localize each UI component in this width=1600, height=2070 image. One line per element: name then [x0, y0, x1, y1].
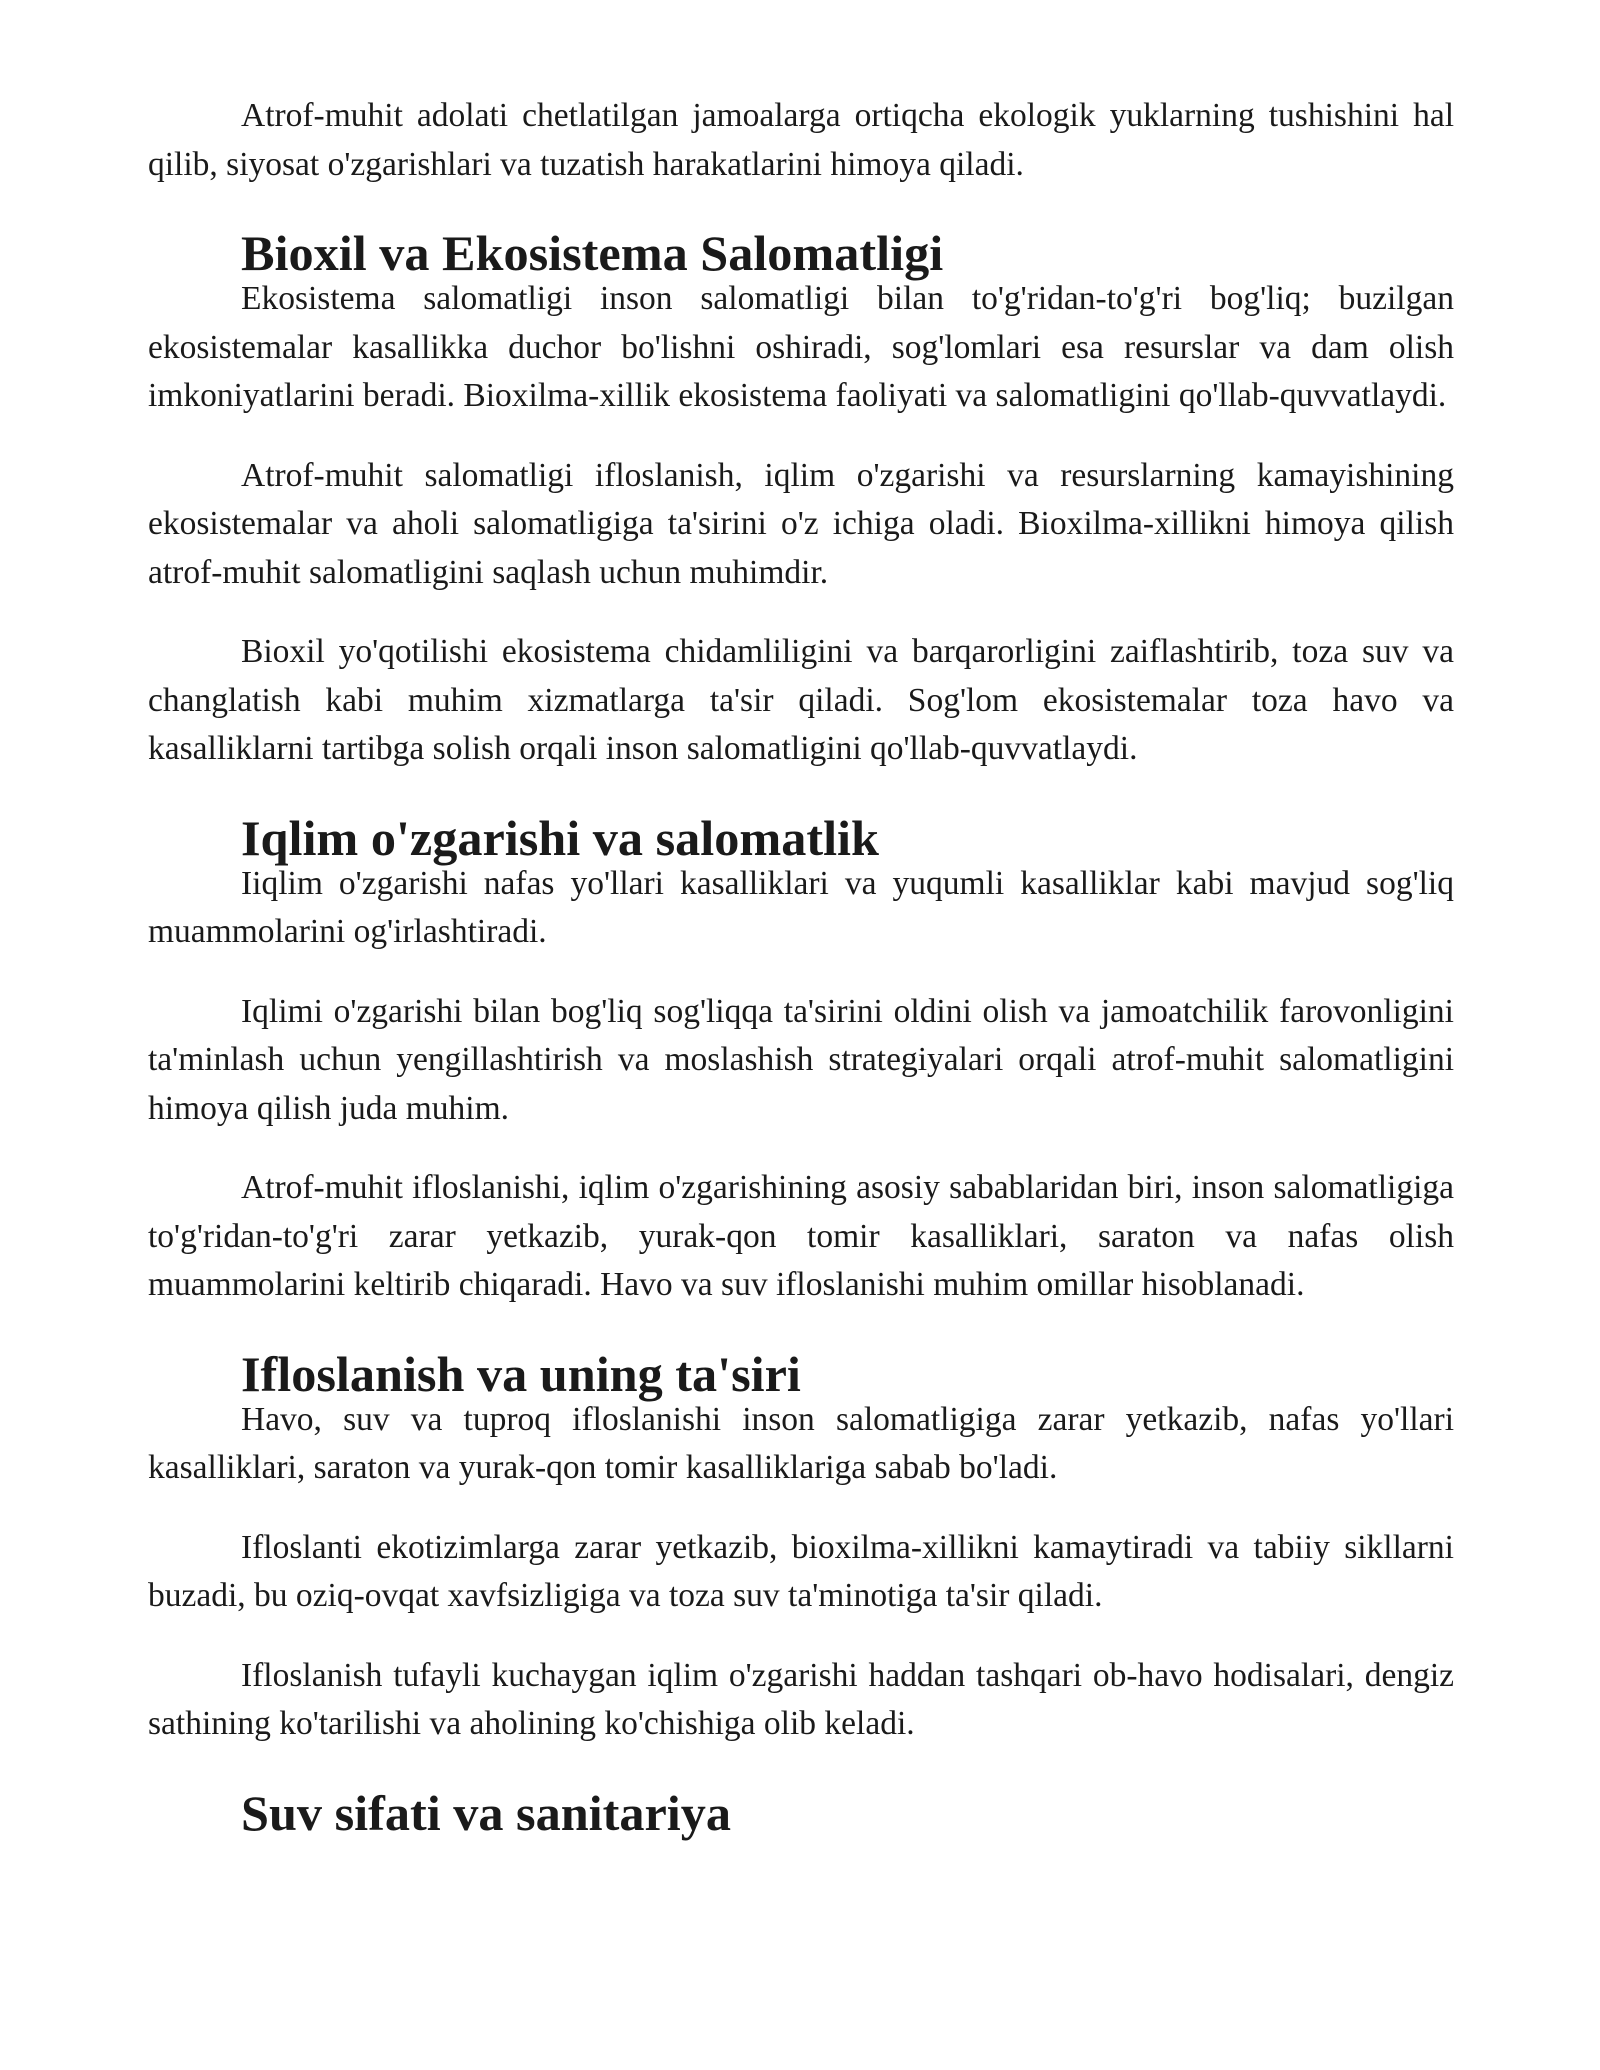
paragraph-environmental-pollution: Atrof-muhit ifloslanishi, iqlim o'zgarishining asosiy sabablaridan biri, inson salomatligiga to'g'ridan-to'g'ri zarar yetkazib, yurak-qon tomir kasalliklari, saraton va nafas olish muammolarini keltirib chiqaradi. Havo va suv ifloslanishi muhim omillar hisoblanadi.	[148, 1169, 1454, 1303]
paragraph-environmental-justice: Atrof-muhit adolati chetlatilgan jamoalarga ortiqcha ekologik yuklarning tushishini hal qilib, siyosat o'zgarishlari va tuzatish harakatlarini himoya qiladi.	[148, 97, 1454, 183]
section-heading-biodiversity-ecosystem-health: Bioxil va Ekosistema Salomatligi	[241, 225, 944, 281]
paragraph-extreme-weather: Ifloslanish tufayli kuchaygan iqlim o'zgarishi haddan tashqari ob-havo hodisalari, dengiz sathining ko'tarilishi va aholining ko'chishiga olib keladi.	[148, 1656, 1454, 1742]
paragraph-environmental-health: Atrof-muhit salomatligi ifloslanish, iqlim o'zgarishi va resurslarning kamayishining ekosistemalar va aholi salomatligiga ta'sirini o'z ichiga oladi. Bioxilma-xillikni himoya qilish atrof-muhit salomatligini saqlash uchun muhimdir.	[148, 456, 1454, 591]
section-heading-water-quality-sanitation: Suv sifati va sanitariya	[241, 1784, 731, 1841]
section-heading-pollution-impact: Ifloslanish va uning ta'siri	[241, 1345, 801, 1402]
paragraph-air-water-soil: Havo, suv va tuproq ifloslanishi inson salomatligiga zarar yetkazib, nafas yo'llari kasalliklari, saraton va yurak-qon tomir kasalliklariga sabab bo'ladi.	[148, 1400, 1454, 1486]
document-page	[148, 92, 1454, 1841]
paragraph-biodiversity-loss: Bioxil yo'qotilishi ekosistema chidamliligini va barqarorligini zaiflashtirib, toza suv va changlatish kabi muhim xizmatlarga ta'sir qiladi. Sog'lom ekosistemalar toza havo va kasalliklarni tartibga solish orqali inson salomatligini qo'llab-quvvatlaydi.	[148, 633, 1454, 767]
section-heading-climate-change-health: Iqlim o'zgarishi va salomatlik	[241, 809, 879, 866]
paragraph-climate-mitigation: Iqlimi o'zgarishi bilan bog'liq sog'liqqa ta'sirini oldini olish va jamoatchilik farovonligini ta'minlash uchun yengillashtirish va moslashish strategiyalari orqali atrof-muhit salomatligini himoya qilish juda muhim.	[148, 992, 1454, 1127]
paragraph-climate-respiratory: Iiqlim o'zgarishi nafas yo'llari kasalliklari va yuqumli kasalliklar kabi mavjud sog'liq muammolarini og'irlashtiradi.	[148, 864, 1454, 950]
paragraph-ecosystem-damage: Ifloslanti ekotizimlarga zarar yetkazib, bioxilma-xillikni kamaytiradi va tabiiy sikllarni buzadi, bu oziq-ovqat xavfsizligiga va toza suv ta'minotiga ta'sir qiladi.	[148, 1528, 1454, 1614]
paragraph-ecosystem-health: Ekosistema salomatligi inson salomatligi bilan to'g'ridan-to'g'ri bog'liq; buzilgan ekosistemalar kasallikka duchor bo'lishni oshiradi, sog'lomlari esa resurslar va dam olish imkoniyatlarini beradi. Bioxilma-xillik ekosistema faoliyati va salomatligini qo'llab-quvvatlaydi.	[148, 280, 1454, 414]
